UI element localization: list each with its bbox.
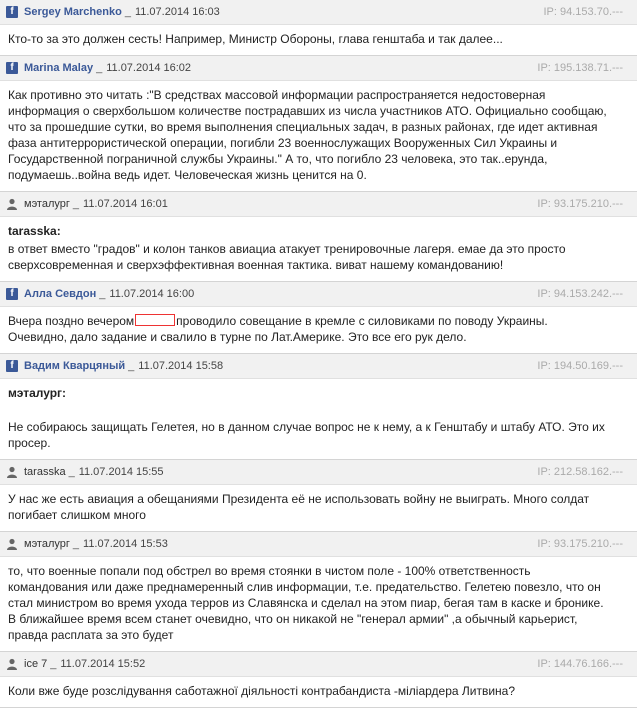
comment-body: [0, 307, 637, 353]
comment-date: 11.07.2014 15:53: [83, 538, 168, 550]
comment-line: что за прошедшие сутки, во время выполнения специальных задач, в разных районах, где идет активная: [8, 120, 598, 134]
separator: _: [50, 658, 57, 670]
separator: _: [72, 198, 80, 210]
comment: [0, 0, 637, 56]
comment-ip: IP: 195.138.71.---: [537, 62, 623, 74]
comment-body: [0, 25, 637, 55]
comment-ip: IP: 94.153.242.---: [537, 288, 623, 300]
comment-line: погибает слишком много: [8, 508, 146, 522]
comment-author: мэталург: [24, 198, 70, 210]
comment: [0, 192, 637, 282]
facebook-icon: f: [6, 6, 18, 18]
separator: _: [128, 360, 135, 372]
comment-header: [0, 192, 637, 217]
comment-line: правда расплата за это будет: [8, 628, 174, 642]
comment-author: tarasska: [24, 466, 66, 478]
comment-text-segment: проводило совещание в кремле с силовиками по поводу Украины.: [176, 314, 548, 328]
comment-date: 11.07.2014 15:58: [138, 360, 224, 372]
comment-line: фаза антитеррористической операции, погибли 23 военнослужащих Вооруженных Сил Украины и: [8, 136, 558, 150]
user-icon: [6, 466, 18, 478]
comment-body: [0, 677, 637, 707]
comment-ip: IP: 144.76.166.---: [537, 658, 623, 670]
comment-line: то, что военные попали под обстрел во время стоянки в чистом поле - 100% ответственность: [8, 564, 531, 578]
comment-line: Государственной пограничной службы Украины." А то, что погибло 23 человека, это так..ерунда,: [8, 152, 548, 166]
comment-text-segment: Вчера поздно вечером: [8, 314, 135, 328]
comment-text: Кто-то за это должен сесть! Например, Министр Обороны, глава генштаба и так далее...: [8, 32, 503, 46]
comment-ip: IP: 93.175.210.---: [537, 198, 623, 210]
comment-line: [8, 313, 623, 329]
comment-line: в ответ вместо "градов" и колон танков авиациа атакует тренировочные лагеря. емае да это просто: [8, 242, 566, 256]
comment-line: просер.: [8, 436, 51, 450]
comment-header: [0, 354, 637, 379]
comment-line: Не собираюсь защищать Гелетея, но в данном случае вопрос не к нему, а к Генштабу и штабу АТО. Это их: [8, 420, 605, 434]
comment: [0, 282, 637, 354]
comment-text: Коли вже буде розслідування саботажної діяльності контрабандиста -міліардера Литвина?: [8, 684, 516, 698]
separator: _: [68, 466, 75, 478]
user-icon: [6, 658, 18, 670]
comment-header: [0, 460, 637, 485]
comment-date: 11.07.2014 16:01: [83, 198, 168, 210]
blank-line: [8, 403, 623, 419]
facebook-icon: f: [6, 62, 18, 74]
separator: _: [124, 6, 131, 18]
comment: [0, 56, 637, 192]
comment-author[interactable]: Алла Севдон: [24, 288, 97, 300]
quoted-author: мэталург:: [8, 386, 67, 400]
separator: _: [72, 538, 80, 550]
comment-line: У нас же есть авиация а обещаниями Президента её не использовать войну не выиграть. Много солдат: [8, 492, 590, 506]
comment-line: Как противно это читать :"В средствах массовой информации распространяется недостоверная: [8, 88, 546, 102]
comment-date: 11.07.2014 16:03: [134, 6, 220, 18]
comment-ip: IP: 94.153.70.---: [543, 6, 623, 18]
censored-word-box: [135, 314, 175, 326]
comment-line: сверхсовременная и сверхэффективная военная тактика. виват нашему командованию!: [8, 258, 504, 272]
comment-line: подумаешь..война ведь идет. Человеческая жизнь ценится на 0.: [8, 168, 367, 182]
comment-date: 11.07.2014 16:00: [109, 288, 195, 300]
comment-author: ice 7: [24, 658, 48, 670]
comment-body: [0, 557, 637, 651]
facebook-icon: f: [6, 360, 18, 372]
facebook-icon: f: [6, 288, 18, 300]
comment: [0, 460, 637, 532]
comment-body: [0, 217, 637, 281]
comment-line: В ближайшее время всем станет очевидно, что он никакой не "генерал армии" ,а обычный карьерист,: [8, 612, 578, 626]
comment-author[interactable]: Marina Malay: [24, 62, 94, 74]
comment-line: информация о сверхбольшом количестве пострадавших из числа участников АТО. Официально сообщаю,: [8, 104, 607, 118]
comment-body: [0, 379, 637, 459]
comment-date: 11.07.2014 15:52: [60, 658, 146, 670]
comment-ip: IP: 194.50.169.---: [537, 360, 623, 372]
comment-header: [0, 652, 637, 677]
quoted-author: tarasska:: [8, 224, 61, 238]
comment-body: [0, 81, 637, 191]
comment-header: [0, 282, 637, 307]
comment-header: [0, 56, 637, 81]
comment-ip: IP: 93.175.210.---: [537, 538, 623, 550]
separator: _: [96, 62, 103, 74]
comment-date: 11.07.2014 15:55: [78, 466, 164, 478]
comment-line: командования или даже преднамеренный слив информации, т.е. предательство. Гелетею повезло, что он: [8, 580, 601, 594]
comment-line: стал министром во время ухода терров из Славянска и сделал на этом пиар, бегая там в каске и бронике.: [8, 596, 604, 610]
separator: _: [99, 288, 106, 300]
comment-header: [0, 532, 637, 557]
comment-author: мэталург: [24, 538, 70, 550]
comment: [0, 354, 637, 460]
comment-header: [0, 0, 637, 25]
comment: [0, 532, 637, 652]
user-icon: [6, 538, 18, 550]
comment: [0, 652, 637, 708]
comment-line: Очевидно, дало задание и свалило в турне по Лат.Америке. Это все его рук дело.: [8, 330, 467, 344]
comment-author[interactable]: Sergey Marchenko: [24, 6, 122, 18]
user-icon: [6, 198, 18, 210]
comment-date: 11.07.2014 16:02: [106, 62, 192, 74]
comment-ip: IP: 212.58.162.---: [537, 466, 623, 478]
comment-body: [0, 485, 637, 531]
comment-author[interactable]: Вадим Кварцяный: [24, 360, 126, 372]
